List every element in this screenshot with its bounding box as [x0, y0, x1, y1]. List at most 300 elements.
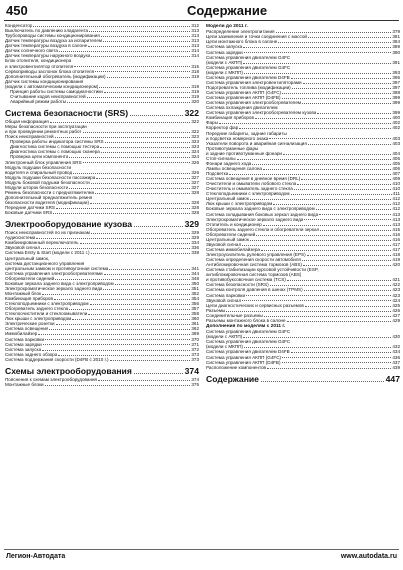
entry-title: Цепи монтажного блока в салоне	[206, 39, 278, 45]
entry-title: Меры безопасности при эксплуатации	[5, 124, 87, 130]
entry-page: 399	[392, 100, 400, 106]
dot-leader	[273, 201, 391, 205]
dot-leader	[282, 95, 392, 99]
toc-entry[interactable]	[206, 318, 400, 323]
section-title: Электрооборудование кузова	[5, 219, 133, 230]
dot-leader	[317, 110, 391, 114]
entry-page: 352	[191, 290, 199, 296]
entry-title: Боковые зеркала заднего вида с электроприводом	[5, 280, 114, 286]
entry-page: 407	[392, 171, 400, 177]
entry-page: 328	[191, 210, 199, 216]
entry-page: 405	[392, 155, 400, 161]
toc-entry[interactable]	[5, 210, 199, 215]
entry-title: Система Entry & Start (модели с 2011 г.)	[5, 250, 90, 256]
dot-leader	[303, 80, 392, 84]
entry-title: Комбинированный переключатель	[5, 240, 79, 246]
toc-section-heading[interactable]	[206, 374, 400, 385]
dot-leader	[83, 160, 191, 164]
dot-leader	[74, 64, 190, 68]
entry-title: Система управления электрообогревателями	[5, 270, 103, 276]
entry-title: Диагностика системы с помощью сканера	[10, 149, 100, 155]
entry-title: Система управления двигателем G4FC	[206, 339, 291, 345]
entry-page: 362	[191, 326, 199, 332]
entry-title: Ремень безопасности с преднатяжителем	[5, 189, 95, 195]
entry-title: Дополнительный преднатяжитель ремня	[5, 194, 93, 200]
dot-leader	[104, 89, 190, 93]
entry-page: 328	[191, 189, 199, 195]
entry-title: Дополнительный обогреватель (модификации)	[5, 73, 106, 79]
entry-title: (модели с АКПП)	[206, 59, 243, 65]
entry-title: Конденсатор	[5, 23, 33, 28]
section-page: 374	[184, 365, 199, 376]
entry-title: Система освещения	[5, 326, 49, 332]
dot-leader	[91, 180, 191, 184]
entry-page: 375	[191, 381, 199, 387]
toc-entry[interactable]	[5, 382, 199, 387]
dot-leader	[103, 38, 190, 42]
entry-page: 314	[191, 48, 199, 54]
entry-title: Цепи заземления и точки соединения с массой	[206, 34, 307, 40]
dot-leader	[88, 43, 190, 47]
dot-leader	[246, 293, 391, 297]
dot-leader	[304, 287, 392, 291]
dot-leader	[67, 99, 190, 103]
dot-leader	[89, 28, 190, 32]
entry-page: 434	[392, 349, 400, 355]
entry-page: 373	[191, 351, 199, 357]
dot-leader	[270, 282, 392, 286]
entry-title: Электрические розетки	[5, 321, 55, 327]
entry-page: 423	[392, 287, 400, 293]
entry-title: Модуль подушки безопасности	[5, 164, 72, 170]
entry-page: 326	[191, 159, 199, 165]
entry-title: Разъемы монтажного блока в салоне	[206, 317, 286, 323]
entry-page: 404	[392, 150, 400, 156]
dot-leader	[53, 210, 190, 214]
entry-title: Система управления двигателем G4FC	[206, 64, 291, 70]
entry-page: 416	[392, 231, 400, 237]
header-divider	[4, 20, 399, 21]
dot-leader	[261, 247, 391, 251]
entry-title: водителя и спиральный провод	[5, 169, 73, 175]
dot-leader	[242, 242, 391, 246]
entry-page: 351	[191, 285, 199, 291]
entry-title: Противотуманные фары	[206, 145, 259, 151]
entry-page: 430	[392, 334, 400, 340]
entry-title: безопасности водителя (модификации)	[5, 200, 89, 205]
toc-entry[interactable]	[5, 99, 199, 104]
dot-leader	[252, 161, 391, 165]
entry-page: 350	[191, 280, 199, 286]
dot-leader	[255, 115, 391, 119]
dot-leader	[38, 331, 190, 335]
entry-page: 417	[392, 241, 400, 247]
entry-page: 416	[392, 236, 400, 242]
dot-leader	[59, 48, 190, 52]
entry-title: Система парковки	[206, 292, 246, 298]
dot-leader	[243, 60, 391, 64]
entry-title: Датчик температуры воздуха в салоне	[5, 43, 88, 49]
entry-title: Трубопроводы системы кондиционирования	[5, 33, 100, 39]
entry-title: Система парковки	[5, 336, 45, 342]
entry-title: Модуль подушки безопасности пассажира	[5, 174, 96, 180]
entry-page: 413	[392, 211, 400, 217]
dot-leader	[107, 74, 191, 78]
entry-title: Звуковой сигнал	[5, 245, 41, 251]
entry-title: Соединительные разъемы	[206, 312, 263, 318]
dot-leader	[308, 34, 391, 38]
entry-page: 409	[392, 176, 400, 182]
entry-page: 421	[392, 277, 400, 283]
dot-leader	[276, 29, 392, 33]
entry-page: 439	[392, 364, 400, 370]
entry-page: 389	[392, 44, 400, 50]
entry-title: Передние габариты, задние габариты	[206, 130, 287, 136]
page-title: Содержание	[187, 3, 268, 18]
dot-leader	[45, 382, 191, 386]
dot-leader	[267, 365, 391, 369]
entry-title: Система складывания боковых зеркал заднего вида	[206, 211, 319, 217]
entry-page: 405	[392, 160, 400, 166]
entry-title: Электрохроматическое зеркало заднего вида	[206, 216, 304, 222]
entry-title: Система управления АКПП (D4FB)	[206, 95, 281, 101]
dot-leader	[297, 181, 391, 185]
entry-title: Система заднего обзора	[5, 351, 58, 357]
entry-page: 327	[191, 179, 199, 185]
entry-page: 324	[191, 154, 199, 160]
toc-subheader: Модели до 2011 г.	[206, 24, 248, 29]
toc-entry[interactable]	[206, 365, 400, 370]
dot-leader	[250, 196, 391, 200]
entry-title: Монтажный блок	[5, 290, 42, 296]
entry-title: Лампы освещения салона	[206, 165, 262, 171]
dot-leader	[90, 200, 190, 204]
dot-leader	[43, 342, 191, 346]
dot-leader	[243, 334, 391, 338]
entry-title: Обогреватель заднего стекла	[5, 306, 69, 312]
entry-page: 354	[191, 296, 199, 301]
entry-title: Система охлаждения двигателем	[206, 105, 278, 111]
entry-title: Система запуска	[5, 346, 42, 352]
dot-leader	[302, 257, 391, 261]
entry-page: 328	[191, 205, 199, 211]
entry-title: Система управления двигателем G4FC	[206, 54, 291, 60]
entry-page: 323	[191, 134, 199, 140]
entry-title: Стеклоочистители и стеклоомыватели	[5, 311, 88, 317]
entry-title: Фары	[206, 120, 218, 126]
dot-leader	[115, 281, 191, 285]
dot-leader	[134, 219, 183, 227]
entry-page: 358	[191, 311, 199, 317]
toc-section-heading[interactable]	[5, 219, 199, 230]
dot-leader	[292, 85, 392, 89]
dot-leader	[45, 337, 190, 341]
entry-page: 397	[392, 84, 400, 90]
entry-page: 400	[392, 115, 400, 121]
entry-page: 424	[392, 297, 400, 303]
entry-page: 322	[191, 129, 199, 135]
entry-page: 312	[191, 23, 199, 28]
toc-section-heading[interactable]	[5, 366, 199, 377]
dot-leader	[283, 151, 391, 155]
entry-title: антиблокировочная система тормозов (ABS)	[206, 272, 302, 278]
entry-title: Распределение электропитания	[206, 29, 275, 35]
entry-page: 402	[392, 125, 400, 131]
entry-title: Электроусилитель рулевого управления (EPS)	[206, 252, 306, 258]
entry-page: 420	[392, 262, 400, 268]
entry-title: Обогреватели сидений	[206, 231, 256, 237]
footer-publisher: Легион-Автодата	[6, 553, 66, 560]
entry-page: 413	[392, 221, 400, 227]
entry-title: Система управления электрообогревателем	[206, 100, 302, 106]
entry-page: 412	[392, 201, 400, 207]
dot-leader	[58, 352, 190, 356]
entry-page: 429	[392, 317, 400, 323]
entry-title: Датчик солнечного света	[5, 48, 58, 54]
dot-leader	[291, 75, 392, 79]
entry-title: Фонари заднего хода	[206, 160, 252, 166]
dot-leader	[303, 262, 391, 266]
dot-leader	[287, 277, 391, 281]
entry-title: Звуковой сигнал	[206, 297, 242, 303]
dot-leader	[244, 70, 391, 74]
entry-title: Выключатель по давлению хладагента	[5, 28, 89, 34]
dot-leader	[56, 321, 191, 325]
entry-page: 410	[392, 186, 400, 192]
entry-page: 422	[392, 282, 400, 288]
entry-title: Система управления АКПП (G4FC)	[206, 354, 282, 360]
entry-title: Диагностика системы с помощью тестера	[10, 144, 100, 150]
entry-page: 338	[191, 250, 199, 256]
dot-leader	[83, 129, 191, 133]
entry-page: 314	[191, 53, 199, 59]
entry-page: 419	[392, 257, 400, 263]
entry-page: 427	[392, 312, 400, 318]
entry-title: Подсветка	[206, 171, 229, 177]
entry-page: 341	[191, 265, 199, 271]
entry-title: Боковые зеркала заднего вида с электроприводом	[206, 206, 315, 212]
entry-page: 328	[191, 200, 199, 205]
dot-leader	[100, 144, 190, 148]
entry-page: 399	[392, 110, 400, 116]
entry-title: Очистители и омыватели лобового стекла	[206, 181, 297, 187]
dot-leader	[301, 176, 391, 180]
entry-page: 313	[191, 38, 199, 44]
entry-title: Проверка цепи компонента	[10, 154, 69, 160]
entry-page: 326	[191, 169, 199, 175]
entry-page: 371	[191, 341, 199, 347]
dot-leader	[287, 318, 392, 322]
dot-leader	[302, 100, 391, 104]
entry-page: 403	[392, 140, 400, 146]
toc-entry[interactable]	[5, 357, 199, 362]
entry-title: Система определения скорости автомобиля	[206, 257, 301, 263]
section-page: 447	[385, 373, 400, 384]
entry-page: 313	[191, 33, 199, 39]
dot-leader	[98, 377, 190, 381]
entry-title: Система управления АКПП (G4FC)	[206, 90, 282, 96]
dot-leader	[291, 191, 392, 195]
dot-leader	[226, 308, 391, 312]
entry-title: Очиститель и омыватель заднего стекла	[206, 186, 293, 192]
toc-right-column	[206, 23, 400, 385]
dot-leader	[105, 139, 191, 143]
entry-title: Система управления АКПП (D4FB)	[206, 359, 281, 365]
dot-leader	[219, 120, 391, 124]
entry-title: Центральный замок	[206, 196, 249, 202]
entry-title: Датчик температуры воздуха за испарителем	[5, 38, 103, 44]
entry-page: 397	[392, 79, 400, 85]
toc-subheader: Дополнения по моделям с 2011 г.	[206, 323, 286, 329]
entry-title: Корректор фар	[206, 125, 239, 131]
entry-title: Звуковой сигнал	[206, 241, 242, 247]
entry-title: Система иммобилайзера	[206, 246, 260, 252]
dot-leader	[282, 355, 391, 359]
entry-page: 437	[392, 359, 400, 365]
entry-page: 413	[392, 216, 400, 222]
dot-leader	[278, 39, 391, 43]
entry-page: 319	[191, 73, 199, 79]
entry-title: Система управления двигателем G4FC	[206, 329, 291, 335]
entry-title: Модули шторок безопасности	[5, 184, 69, 190]
entry-page: 412	[392, 196, 400, 202]
entry-title: Цепи диагностических и сервисных разъемов	[206, 302, 304, 308]
entry-title: Комбинация приборов	[5, 296, 53, 301]
section-title: Содержание	[206, 373, 259, 384]
entry-page: 425	[392, 302, 400, 308]
dot-leader	[87, 94, 191, 98]
dot-leader	[237, 156, 392, 160]
dot-leader	[256, 232, 391, 236]
entry-page: 329	[191, 230, 199, 236]
entry-title: Отопитель и кондиционер	[206, 221, 262, 227]
entry-page: 357	[191, 306, 199, 312]
entry-page: 344	[191, 270, 199, 276]
dot-leader	[305, 303, 392, 307]
dot-leader	[41, 245, 190, 249]
entry-title: Комбинация приборов	[206, 115, 254, 121]
entry-title: Пояснения к схемам электрооборудования	[5, 376, 98, 382]
entry-page: 334	[191, 240, 199, 246]
dot-leader	[95, 69, 190, 73]
section-title: Схемы электрооборудования	[5, 365, 132, 376]
entry-title: центральным замком и противоугонная система	[5, 265, 109, 271]
dot-leader	[95, 190, 190, 194]
entry-page: 327	[191, 174, 199, 180]
dot-leader	[72, 316, 190, 320]
dot-leader	[69, 185, 190, 189]
entry-title: Расположение компонентов	[206, 364, 266, 370]
entry-page: 348	[191, 275, 199, 281]
entry-title: Электронный блок управления SRS	[5, 159, 82, 165]
dot-leader	[243, 44, 391, 48]
dot-leader	[291, 349, 392, 353]
entry-page: 390	[392, 49, 400, 55]
entry-page: 318	[191, 68, 199, 74]
dot-leader	[130, 108, 183, 116]
entry-page: 426	[392, 307, 400, 313]
dot-leader	[104, 271, 191, 275]
entry-page: 411	[392, 191, 400, 197]
dot-leader	[49, 326, 190, 330]
entry-page: 395	[392, 74, 400, 80]
entry-page: 313	[191, 43, 199, 49]
dot-leader	[101, 33, 191, 37]
entry-page: 384	[392, 39, 400, 45]
dot-leader	[91, 53, 190, 57]
entry-title: Антиблокировочная система тормозов (ABS)	[206, 262, 302, 268]
entry-page: 313	[191, 28, 199, 34]
entry-title: Обогреватель заднего стекла и обогреватели зеркал	[206, 226, 320, 232]
dot-leader	[103, 286, 190, 290]
entry-title: Система управления электровентиляторами	[206, 79, 302, 85]
entry-page: 372	[191, 346, 199, 352]
entry-page: 324	[191, 149, 199, 155]
dot-leader	[320, 227, 391, 231]
dot-leader	[54, 296, 190, 300]
dot-leader	[269, 136, 391, 140]
dot-leader	[282, 360, 392, 364]
entry-title: Система безопасности (SRS)	[206, 282, 269, 288]
dot-leader	[307, 252, 392, 256]
entry-title: Стоп-сигналы	[206, 155, 236, 161]
dot-leader	[56, 205, 190, 209]
dot-leader	[110, 357, 191, 361]
entry-page: 361	[191, 321, 199, 327]
dot-leader	[308, 141, 391, 145]
dot-leader	[244, 50, 392, 54]
entry-title: Боковые датчики SRS	[5, 210, 53, 216]
entry-title: Система стабилизации курсовой устойчивости (ESP,	[206, 267, 319, 273]
entry-page: 417	[392, 246, 400, 252]
dot-leader	[294, 186, 391, 190]
entry-title: Датчик системы кондиционирования	[5, 78, 84, 84]
dot-leader	[229, 171, 391, 175]
entry-title: Аудиосистема	[5, 235, 36, 241]
entry-title: Иммобилайзер	[5, 331, 38, 337]
entry-title: и задние противотуманные фонари	[206, 150, 282, 156]
entry-page: 436	[392, 354, 400, 360]
entry-title: Аварийный режим работы	[10, 98, 67, 104]
entry-title: Датчик температуры наружного воздуха	[5, 53, 91, 59]
entry-page: 410	[392, 181, 400, 187]
entry-page: 319	[191, 88, 199, 94]
entry-title: Поиск неисправностей по их признакам	[5, 230, 90, 236]
entry-title: Электрохроматическое зеркало заднего вида	[5, 285, 103, 291]
footer-website[interactable]: www.autodata.ru	[340, 553, 397, 560]
dot-leader	[250, 237, 391, 241]
entry-page: 432	[392, 344, 400, 350]
toc-section-heading[interactable]	[5, 108, 199, 119]
dot-leader	[69, 154, 190, 158]
entry-title: Передние датчики SRS	[5, 205, 55, 211]
entry-page: 415	[392, 226, 400, 232]
entry-page: 391	[392, 59, 400, 65]
entry-page: 373	[191, 356, 199, 362]
dot-leader	[244, 344, 391, 348]
entry-page: 323	[191, 139, 199, 145]
dot-leader	[263, 222, 392, 226]
dot-leader	[88, 311, 190, 315]
entry-title: Обогреватели сидений	[5, 275, 55, 281]
entry-page: 403	[392, 135, 400, 141]
entry-title: (модели с автоматическим кондиционером)	[5, 83, 99, 89]
entry-page: 315	[191, 63, 199, 69]
entry-page: 360	[191, 316, 199, 322]
dot-leader	[42, 347, 190, 351]
dot-leader	[99, 84, 190, 88]
dot-leader	[90, 301, 191, 305]
